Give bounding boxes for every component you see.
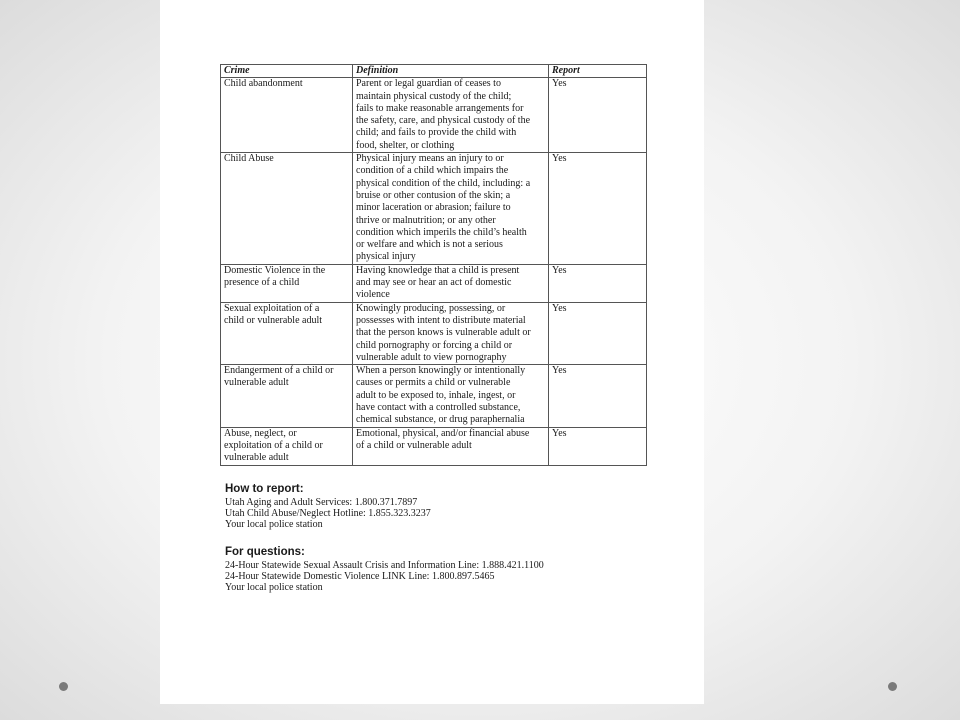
- report-cell: Yes: [549, 302, 647, 364]
- report-contact-line: Utah Child Abuse/Neglect Hotline: 1.855.323.3237: [225, 508, 431, 519]
- question-contact-line: 24-Hour Statewide Domestic Violence LINK Line: 1.800.897.5465: [225, 571, 495, 582]
- table-row: [221, 427, 647, 465]
- for-questions-section: [225, 547, 544, 593]
- nav-dot-left: [59, 682, 68, 691]
- report-cell: Yes: [549, 264, 647, 302]
- definition-cell: Having knowledge that a child is present and may see or hear an act of domestic violence: [353, 264, 549, 302]
- crime-cell: Child abandonment: [221, 78, 353, 153]
- definition-cell: Parent or legal guardian of ceases to maintain physical custody of the child; fails to make reasonable arrangements for the safety, care, and physical custody of the child; and fails to provide the child with food, shelter, or clothing: [353, 78, 549, 153]
- nav-dot-right: [888, 682, 897, 691]
- header-report: Report: [549, 65, 647, 78]
- definition-cell: Knowingly producing, possessing, or possesses with intent to distribute material that the person knows is vulnerable adult or child pornography or forcing a child or vulnerable adult to view pornography: [353, 302, 549, 364]
- table-header-row: [221, 65, 647, 78]
- how-to-report-heading: How to report:: [225, 483, 304, 495]
- definition-cell: When a person knowingly or intentionally causes or permits a child or vulnerable adult to be exposed to, inhale, ingest, or have contact with a controlled substance, chemical substance, or drug paraphernalia: [353, 365, 549, 427]
- document-page: [160, 0, 704, 704]
- crime-cell: Child Abuse: [221, 153, 353, 265]
- crime-cell: Domestic Violence in the presence of a child: [221, 264, 353, 302]
- report-cell: Yes: [549, 427, 647, 465]
- table-row: [221, 78, 647, 153]
- how-to-report-section: [225, 484, 431, 530]
- definition-cell: Emotional, physical, and/or financial abuse of a child or vulnerable adult: [353, 427, 549, 465]
- header-definition: Definition: [353, 65, 549, 78]
- definition-cell: Physical injury means an injury to or condition of a child which impairs the physical condition of the child, including: a bruise or other contusion of the skin; a minor laceration or abrasion; failure to thrive or malnutrition; or any other condition which imperils the child’s health or welfare and which is not a serious physical injury: [353, 153, 549, 265]
- report-contact-line: Utah Aging and Adult Services: 1.800.371.7897: [225, 497, 418, 508]
- table-row: [221, 365, 647, 427]
- question-contact-line: Your local police station: [225, 582, 323, 593]
- table-row: [221, 153, 647, 265]
- crime-cell: Endangerment of a child or vulnerable adult: [221, 365, 353, 427]
- report-cell: Yes: [549, 78, 647, 153]
- report-cell: Yes: [549, 153, 647, 265]
- crime-cell: Sexual exploitation of a child or vulnerable adult: [221, 302, 353, 364]
- table-row: [221, 302, 647, 364]
- report-cell: Yes: [549, 365, 647, 427]
- question-contact-line: 24-Hour Statewide Sexual Assault Crisis and Information Line: 1.888.421.1100: [225, 560, 544, 571]
- report-contact-line: Your local police station: [225, 519, 323, 530]
- crime-cell: Abuse, neglect, or exploitation of a child or vulnerable adult: [221, 427, 353, 465]
- header-crime: Crime: [221, 65, 353, 78]
- for-questions-heading: For questions:: [225, 546, 305, 558]
- table-row: [221, 264, 647, 302]
- crimes-table: [220, 64, 647, 466]
